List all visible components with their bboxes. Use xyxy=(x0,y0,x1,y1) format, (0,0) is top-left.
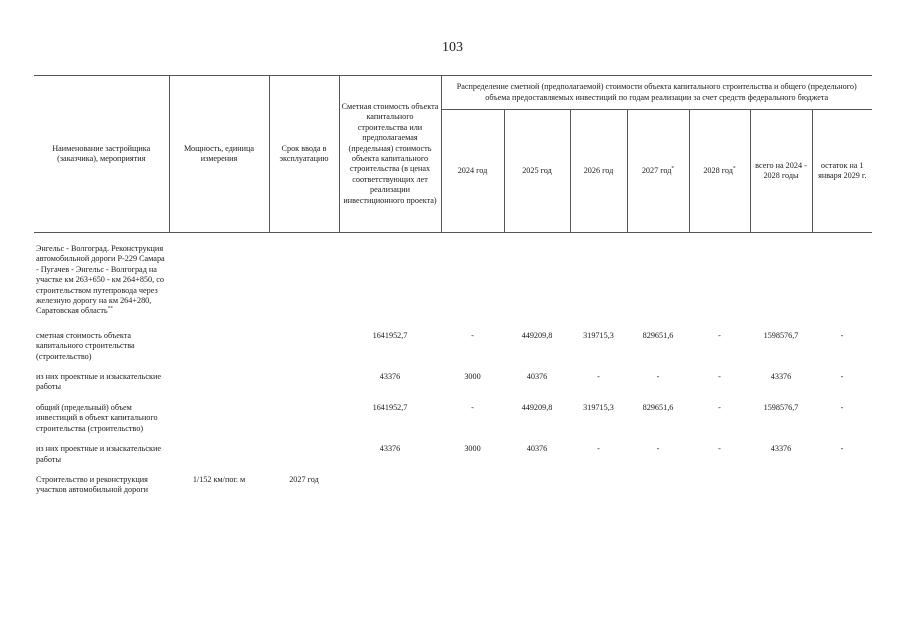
row-capacity xyxy=(169,331,269,372)
table-body xyxy=(34,233,872,506)
row-capacity xyxy=(169,372,269,403)
row-cost xyxy=(339,475,441,506)
header-year-2027: 2027 год* xyxy=(627,110,689,233)
row-capacity xyxy=(169,403,269,444)
row-term xyxy=(269,403,339,444)
row-2024: 3000 xyxy=(464,444,481,454)
header-capacity: Мощность, единица измерения xyxy=(169,76,269,233)
row-rest: - xyxy=(840,330,844,340)
row-2024: 3000 xyxy=(464,372,481,382)
row-2024: - xyxy=(471,330,474,340)
row-total: 1598576,7 xyxy=(763,330,799,340)
table-row xyxy=(34,372,872,403)
budget-table xyxy=(34,75,872,506)
row-2028: - xyxy=(718,402,721,412)
row-cost: 43376 xyxy=(379,444,401,454)
row-2027: 829651,6 xyxy=(642,402,674,412)
row-capacity: 1/152 км/пог. м xyxy=(192,474,246,484)
page-number: 103 xyxy=(442,40,463,55)
row-rest: - xyxy=(840,402,844,412)
row-total xyxy=(750,475,812,506)
table-row xyxy=(34,444,872,475)
project-name: Энгельс - Волгоград. Реконструкция автомобильной дороги Р-229 Самара - Пугачев - Энгельс - Волгоград на участке км 263+650 - км 264+850, со строительством путепровода через железную дорогу на км 264+280, Саратовская область** xyxy=(36,244,165,316)
row-2028: - xyxy=(718,444,721,454)
row-2024: - xyxy=(471,402,474,412)
row-2028 xyxy=(689,475,750,506)
row-2026: - xyxy=(597,372,600,382)
row-rest: - xyxy=(840,372,844,382)
header-total: всего на 2024 - 2028 годы xyxy=(750,110,812,233)
row-2024 xyxy=(441,475,504,506)
row-2028: - xyxy=(718,372,721,382)
row-cost: 1641952,7 xyxy=(372,402,408,412)
row-term: 2027 год xyxy=(289,474,319,484)
row-2026: 319715,3 xyxy=(583,402,614,412)
header-rest: остаток на 1 января 2029 г. xyxy=(812,110,872,233)
row-2025: 40376 xyxy=(526,444,548,454)
header-year-2024: 2024 год xyxy=(441,110,504,233)
row-2025: 40376 xyxy=(526,372,548,382)
row-term xyxy=(269,372,339,403)
row-term xyxy=(269,331,339,372)
row-2027: 829651,6 xyxy=(642,330,674,340)
row-2027 xyxy=(627,475,689,506)
header-cost: Сметная стоимость объекта капитального строительства или предполагаемая (предельная) стоимость объекта капитального строительства (в ценах соответствующих лет реализации инвестиционного проекта) xyxy=(339,76,441,233)
row-term xyxy=(269,444,339,475)
row-name: Строительство и реконструкция участков автомобильной дороги xyxy=(36,474,149,495)
row-name: из них проектные и изыскательские работы xyxy=(36,372,161,392)
row-rest: - xyxy=(840,444,844,454)
header-term: Срок ввода в эксплуатацию xyxy=(269,76,339,233)
row-2027: - xyxy=(656,444,660,454)
row-name: сметная стоимость объекта капитального строительства (строительство) xyxy=(36,330,135,361)
row-cost: 43376 xyxy=(379,372,401,382)
table-header xyxy=(34,76,872,233)
row-2028: - xyxy=(718,330,721,340)
row-2025: 449209,8 xyxy=(521,330,553,340)
project-row xyxy=(34,233,872,331)
row-2026: 319715,3 xyxy=(583,330,614,340)
row-2027: - xyxy=(656,372,660,382)
row-2025: 449209,8 xyxy=(521,402,553,412)
table-row xyxy=(34,403,872,444)
row-2026 xyxy=(570,475,627,506)
row-cost: 1641952,7 xyxy=(372,330,408,340)
row-name: из них проектные и изыскательские работы xyxy=(36,444,161,464)
table-row xyxy=(34,331,872,372)
row-total: 1598576,7 xyxy=(763,402,799,412)
header-year-2026: 2026 год xyxy=(570,110,627,233)
row-2025 xyxy=(504,475,570,506)
header-year-2028: 2028 год* xyxy=(689,110,750,233)
row-capacity xyxy=(169,444,269,475)
row-total: 43376 xyxy=(770,372,792,382)
header-name: Наименование застройщика (заказчика), мероприятия xyxy=(34,76,169,233)
row-total: 43376 xyxy=(770,444,792,454)
row-name: общий (предельный) объем инвестиций в объект капитального строительства (строительство) xyxy=(36,402,158,433)
row-rest xyxy=(812,475,872,506)
row-2026: - xyxy=(597,444,600,454)
header-distribution: Распределение сметной (предполагаемой) стоимости объекта капитального строительства и общего (предельного) объема предоставляемых инвестиций по годам реализации за счет средств федерального бюджета xyxy=(441,76,872,110)
header-year-2025: 2025 год xyxy=(504,110,570,233)
table-row xyxy=(34,475,872,506)
